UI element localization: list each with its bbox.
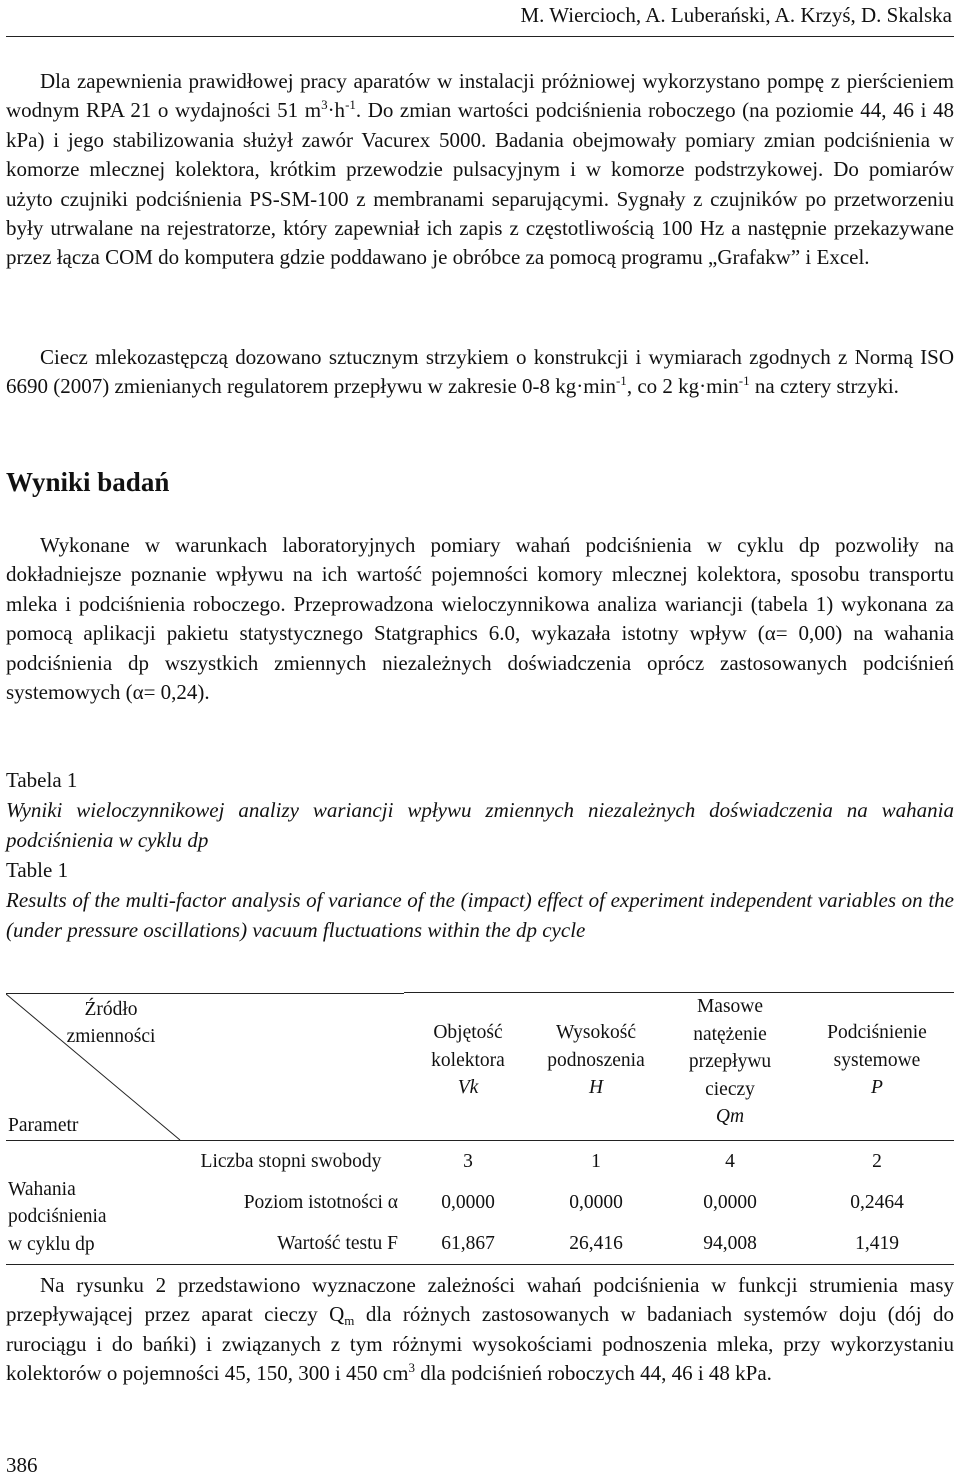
table-row	[6, 1141, 954, 1183]
paragraph-text: na cztery strzyki.	[749, 374, 899, 399]
row-group-label-text: podciśnienia	[8, 1206, 107, 1227]
column-header-symbol: P	[871, 1077, 883, 1098]
paragraph-fluid-dosing	[6, 343, 954, 402]
paragraph-results	[6, 531, 954, 707]
row-group-label-text: Wahania	[8, 1178, 76, 1200]
header-rule	[6, 36, 954, 37]
column-header-text: Wysokość	[555, 1022, 637, 1043]
row-label: Poziom istotności α	[243, 1191, 398, 1213]
superscript: -1	[738, 373, 750, 389]
superscript: -1	[345, 97, 356, 113]
table-cell: 94,008	[660, 1223, 800, 1265]
table-title-en: Results of the multi-factor analysis of variance of the (impact) effect of experiment independent variables on the (under pressure oscillations) vacuum fluctuations within the dp cycle	[6, 888, 954, 942]
column-header-text: cieczy	[705, 1078, 755, 1100]
paragraph-text: dla podciśnień roboczych 44, 46 i 48 kPa.	[414, 1361, 772, 1386]
anova-table	[6, 992, 954, 1265]
column-header-volume	[404, 993, 532, 1141]
paragraph-text: Dla zapewnienia prawidłowej pracy aparatów w instalacji próżniowej wykorzystano	[40, 69, 761, 93]
row-group-label	[6, 1141, 178, 1265]
paragraph-figure-description	[6, 1271, 954, 1389]
paragraph-text: Na rysunku 2 przedstawiono wyznaczone zależności wahań podciśnienia w funkcji strumienia masy przepływającej przez aparat cieczy Q	[6, 1273, 954, 1327]
paragraph-text: ·h	[327, 98, 346, 123]
table-corner-cell	[6, 993, 404, 1141]
row-label: Wartość testu F	[178, 1223, 404, 1265]
paragraph-text: Ciecz mlekozastępczą dozowano sztucznym strzykiem o konstrukcji i wymiarach zgodnych z Normą ISO 6690 (2007) zmienianych regulatorem przepływu w zakresie 0-8 kg·min	[6, 345, 954, 399]
row-group-label-text: w cyklu dp	[8, 1233, 95, 1255]
column-header-text: Objętość	[433, 1022, 503, 1043]
row-label: Liczba stopni swobody	[200, 1150, 382, 1172]
column-header-text: systemowe	[833, 1049, 921, 1071]
column-header-text: kolektora	[431, 1049, 505, 1071]
table-cell: 1	[591, 1150, 601, 1172]
table-title-pl: Wyniki wieloczynnikowej analizy wariancji wpływu zmiennych niezależnych doświadczenia na wahania podciśnienia w cyklu dp	[6, 798, 954, 852]
paragraph-text: , co 2 kg·min	[626, 374, 739, 399]
column-header-mass-flow	[660, 993, 800, 1141]
table-cell: 26,416	[532, 1223, 660, 1265]
column-header-system-vacuum	[800, 993, 954, 1141]
page-number: 386	[6, 1453, 38, 1477]
running-header: M. Wiercioch, A. Luberański, A. Krzyś, D. Skalska	[520, 3, 952, 27]
table-cell: 1,419	[800, 1223, 954, 1265]
superscript: 3	[321, 97, 328, 113]
table-cell: 0,0000	[703, 1191, 757, 1213]
column-header-height	[532, 993, 660, 1141]
column-header-text: Podciśnienie	[827, 1022, 927, 1043]
paragraph-text: dla różnych zastosowanych w badaniach systemów doju (dój do rurociągu i do bańki) i związanych z tym różnymi wysokościami podnoszenia mleka, przy wykorzystaniu kolektorów o pojemności 45, 150, 300 i 450 cm	[6, 1302, 954, 1386]
corner-source-label: Źródło	[84, 998, 138, 1020]
column-header-symbol: H	[588, 1077, 604, 1098]
column-header-text: Masowe	[696, 996, 764, 1017]
superscript: -1	[615, 373, 627, 389]
table-label-pl: Tabela 1	[6, 768, 78, 792]
superscript: 3	[408, 1360, 415, 1376]
table-cell: 61,867	[404, 1223, 532, 1265]
column-header-symbol: Qm	[715, 1106, 745, 1127]
section-heading: Wyniki badań	[6, 467, 170, 497]
table-cell: 0,0000	[441, 1191, 495, 1213]
subscript: m	[344, 1313, 355, 1329]
column-header-text: natężenie	[693, 1023, 767, 1045]
table-label-en: Table 1	[6, 858, 69, 882]
table-cell: 0,0000	[569, 1191, 623, 1213]
table-cell: 3	[463, 1150, 473, 1172]
corner-parameter-label: Parametr	[8, 1115, 79, 1136]
paragraph-text: Wykonane w warunkach laboratoryjnych pomiary wahań podciśnienia w cyklu dp pozwoliły na dokładniejsze poznanie wpływu na ich wartość pojemności komory mlecznej kolektora, sposobu transportu mleka i podciśnienia roboczego. Przeprowadzona wieloczynnikowa analiza wariancji (tabela 1) wykonana za pomocą aplikacji pakietu statystycznego Statgraphics 6.0, wykazała istotny wpływ (α= 0,00) na wahania podciśnienia dp wszystkich zmiennych niezależnych doświadczenia oprócz zastosowanych podciśnień systemowych (α= 0,24).	[6, 533, 954, 705]
table-cell: 4	[725, 1150, 735, 1172]
corner-source-label: zmienności	[66, 1026, 156, 1047]
column-header-text: podnoszenia	[547, 1049, 645, 1071]
column-header-symbol: Vk	[457, 1077, 479, 1098]
paragraph-text: . Do zmian wartości podciśnienia roboczego (na poziomie 44, 46 i 48 kPa) i jego stabilizowania służył zawór Vacurex 5000. Badania obejmowały pomiary zmian podciśnienia w komorze mlecznej kolektora, krótkim przewodzie pulsacyjnym i w komorze podstrzykowej. Do pomiarów użyto czujniki podciśnienia PS-SM-100 z membranami separującymi. Sygnały z czujników po przetworzeniu były utrwalane na rejestratorze, który zapewniał ich zapis z częstotliwością 100 Hz a następnie przekazywane przez łącza COM do komputera gdzie poddawano je obróbce za pomocą programu „Grafakw” i Excel.	[6, 98, 954, 270]
paragraph-text: pompę z pierścieniem wodnym RPA 21 o wydajności 51 m	[6, 69, 955, 123]
table-cell: 2	[872, 1150, 882, 1172]
paragraph-apparatus	[6, 67, 954, 273]
table-cell: 0,2464	[850, 1191, 904, 1213]
column-header-text: przepływu	[688, 1051, 772, 1072]
